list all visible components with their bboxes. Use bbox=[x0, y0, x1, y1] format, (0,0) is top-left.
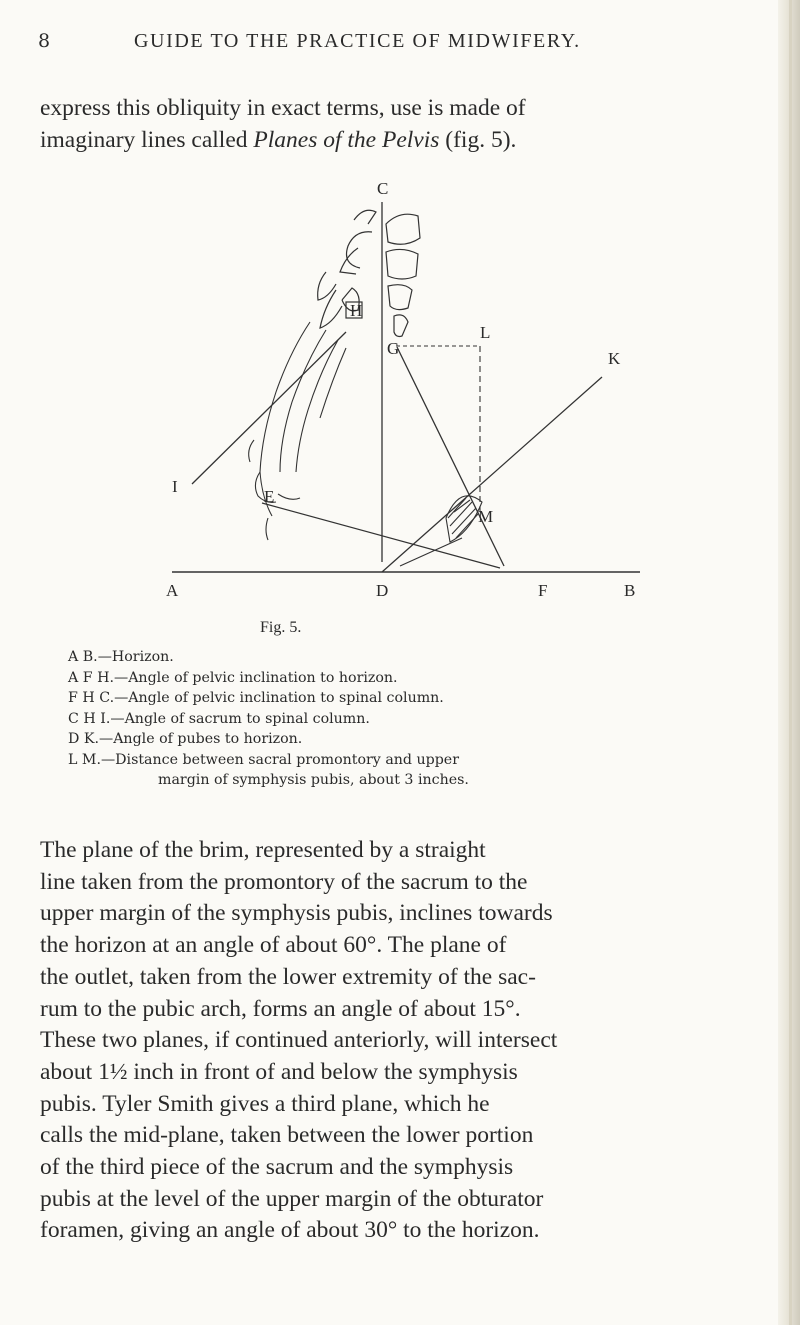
planes-of-pelvis-term: Planes of the Pelvis bbox=[253, 127, 440, 153]
legend-item bbox=[68, 647, 768, 668]
page-header bbox=[38, 30, 758, 60]
body-line: of the third piece of the sacrum and the symphysis bbox=[40, 1154, 514, 1181]
legend-item bbox=[68, 729, 768, 750]
legend-item bbox=[68, 709, 768, 730]
label-i: I bbox=[172, 477, 178, 496]
intro-paragraph bbox=[40, 92, 780, 156]
body-line: calls the mid-plane, taken between the lower portion bbox=[40, 1122, 534, 1149]
body-line: upper margin of the symphysis pubis, inclines towards bbox=[40, 900, 553, 927]
legend-text: —Angle of pubes to horizon. bbox=[99, 731, 303, 747]
body-line: The plane of the brim, represented by a straight bbox=[40, 837, 486, 863]
legend-key: L M. bbox=[68, 751, 101, 768]
legend-text: —Horizon. bbox=[97, 649, 174, 665]
body-line: the horizon at an angle of about 60°. The plane of bbox=[40, 932, 507, 959]
intro-line-2-prefix: imaginary lines called bbox=[40, 127, 254, 153]
body-line: pubis at the level of the upper margin of the obturator bbox=[40, 1185, 544, 1212]
body-line: pubis. Tyler Smith gives a third plane, which he bbox=[40, 1090, 490, 1117]
legend-text: —Angle of pelvic inclination to horizon. bbox=[114, 669, 398, 686]
pelvis-planes-figure bbox=[150, 172, 670, 602]
body-line: line taken from the promontory of the sacrum to the bbox=[40, 868, 528, 895]
label-m: M bbox=[478, 507, 494, 526]
outlet-plane-line bbox=[262, 503, 500, 568]
label-f: F bbox=[538, 581, 548, 600]
legend-continuation: margin of symphysis pubis, about 3 inches. bbox=[158, 772, 469, 788]
legend-key: C H I. bbox=[68, 710, 111, 727]
legend-item bbox=[68, 750, 768, 771]
symphysis-edge-line bbox=[400, 538, 462, 566]
legend-key: A B. bbox=[68, 649, 98, 665]
legend-key: F H C. bbox=[68, 690, 115, 706]
legend-key: A F H. bbox=[68, 669, 114, 686]
sacrum-sketch bbox=[249, 322, 346, 540]
intro-line-2 bbox=[40, 124, 780, 156]
label-g: G bbox=[387, 339, 400, 358]
legend-key: D K. bbox=[68, 731, 99, 747]
legend-text: —Angle of sacrum to spinal column. bbox=[110, 710, 370, 727]
brim-plane-line bbox=[397, 347, 504, 566]
label-d: D bbox=[376, 581, 389, 600]
legend-item bbox=[68, 688, 768, 709]
intro-line-1: express this obliquity in exact terms, use is made of bbox=[40, 95, 526, 121]
label-h: H bbox=[350, 301, 363, 320]
figure-caption: Fig. 5. bbox=[260, 619, 302, 636]
legend-item bbox=[68, 668, 768, 689]
label-c: C bbox=[377, 179, 389, 198]
label-l: L bbox=[480, 323, 491, 342]
label-e: E bbox=[264, 487, 275, 506]
intro-line-2-suffix: (fig. 5). bbox=[439, 127, 517, 153]
legend-text: —Distance between sacral promontory and upper bbox=[100, 751, 459, 768]
symphysis-sketch bbox=[446, 496, 482, 542]
legend-text: —Angle of pelvic inclination to spinal column. bbox=[114, 690, 444, 706]
body-line: These two planes, if continued anteriorly, will intersect bbox=[40, 1027, 558, 1054]
body-paragraph bbox=[40, 835, 780, 1247]
figure-legend bbox=[68, 647, 768, 791]
running-title: GUIDE TO THE PRACTICE OF MIDWIFERY. bbox=[134, 30, 581, 52]
body-line: foramen, giving an angle of about 30° to the horizon. bbox=[40, 1217, 540, 1244]
body-line: the outlet, taken from the lower extremity of the sac- bbox=[40, 963, 536, 990]
page-number: 8 bbox=[38, 30, 52, 52]
label-a: A bbox=[166, 581, 179, 600]
body-line: about 1½ inch in front of and below the symphysis bbox=[40, 1058, 518, 1085]
pelvis-diagram bbox=[150, 172, 670, 602]
lumbar-vertebrae-sketch bbox=[318, 210, 420, 336]
label-k: K bbox=[608, 349, 621, 368]
label-b: B bbox=[624, 581, 636, 600]
page-edge-line bbox=[789, 0, 792, 1325]
body-line: rum to the pubic arch, forms an angle of about 15°. bbox=[40, 995, 521, 1022]
